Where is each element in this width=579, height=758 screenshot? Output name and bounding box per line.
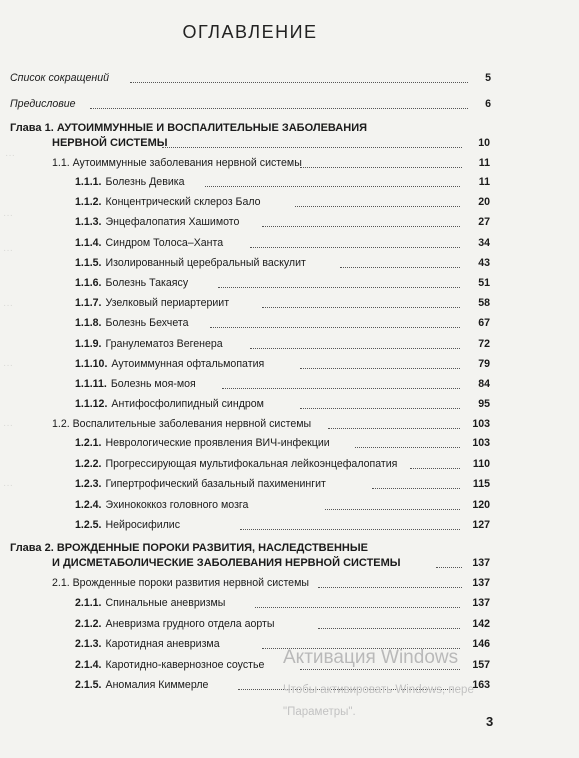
toc-entry-number: 1.1.3. (75, 216, 102, 229)
toc-subsection-entry[interactable] (75, 659, 264, 672)
dot-leader (262, 226, 460, 227)
toc-entry-title: Синдром Толоса–Ханта (105, 236, 224, 249)
toc-entry-title: Список сокращений (10, 72, 110, 84)
dot-leader (250, 247, 460, 248)
toc-page-number: 146 (472, 638, 490, 650)
toc-entry-title: Узелковый периартериит (105, 297, 230, 310)
dot-leader (410, 468, 460, 469)
toc-page-number: 163 (472, 679, 490, 691)
dot-leader (162, 147, 462, 148)
toc-entry-title: Неврологические проявления ВИЧ-инфекции (105, 437, 330, 449)
toc-page-number: 137 (472, 577, 490, 589)
toc-page-number: 137 (472, 557, 490, 569)
toc-chapter-2[interactable] (10, 542, 368, 555)
dot-leader (300, 408, 460, 409)
toc-subsection-entry[interactable] (75, 317, 189, 330)
toc-subsection-entry[interactable] (75, 297, 229, 310)
toc-entry-number: 1.1.8. (75, 317, 102, 330)
toc-subsection-entry[interactable] (75, 358, 264, 371)
dot-leader (372, 488, 460, 489)
toc-chapter-1[interactable] (10, 122, 367, 135)
toc-entry-number: 2.1.5. (75, 679, 102, 691)
toc-entry-title: Гранулематоз Вегенера (105, 337, 223, 350)
windows-activation-hint (283, 679, 474, 723)
toc-chapter-2-line2 (52, 557, 401, 570)
dot-leader (250, 348, 460, 349)
toc-subsection-entry[interactable] (75, 437, 330, 450)
toc-entry-title: Изолированный церебральный васкулит (105, 256, 306, 269)
toc-entry-title: 1.2. Воспалительные заболевания нервной системы (52, 418, 312, 430)
toc-entry-number: 1.1.10. (75, 357, 108, 370)
dot-leader (218, 287, 460, 288)
toc-entry-title: Аутоиммунная офтальмопатия (111, 357, 265, 370)
toc-page-number: 103 (472, 418, 490, 430)
toc-entry-title: Гипертрофический базальный пахименингит (105, 478, 326, 490)
chapter-title-line2: И ДИСМЕТАБОЛИЧЕСКИЕ ЗАБОЛЕВАНИЯ НЕРВНОЙ СИСТЕМЫ (52, 557, 401, 569)
toc-entry-title: Антифосфолипидный синдром (111, 398, 264, 411)
toc-entry-number: 2.1.4. (75, 658, 102, 671)
toc-page-number: 67 (478, 317, 490, 330)
toc-entry-title: Спинальные аневризмы (105, 597, 226, 609)
chapter-title-line1: Глава 1. АУТОИММУННЫЕ И ВОСПАЛИТЕЛЬНЫЕ ЗАБОЛЕВАНИЯ (10, 122, 368, 134)
toc-page-number: 20 (478, 196, 490, 209)
toc-entry-title: Предисловие (10, 98, 76, 110)
toc-subsection-entry[interactable] (75, 679, 208, 692)
dot-leader (262, 307, 460, 308)
toc-subsection-entry[interactable] (75, 597, 225, 610)
toc-entry-number: 1.1.1. (75, 176, 102, 188)
toc-subsection-entry[interactable] (75, 196, 261, 209)
toc-subsection-entry[interactable] (75, 277, 188, 290)
dot-leader (205, 186, 460, 187)
toc-entry-number: 1.2.5. (75, 519, 102, 531)
toc-page-number: 11 (478, 157, 490, 169)
toc-entry-title: Болезнь Бехчета (105, 317, 189, 330)
chapter-title-line2: НЕРВНОЙ СИСТЕМЫ (52, 137, 168, 149)
toc-subsection-entry[interactable] (75, 216, 239, 229)
toc-entry-number: 1.1.4. (75, 236, 102, 249)
toc-entry-title: Болезнь моя-моя (110, 378, 196, 390)
toc-page-number: 27 (478, 216, 490, 229)
toc-entry-number: 1.2.2. (75, 457, 102, 470)
toc-subsection-entry[interactable] (75, 378, 196, 391)
toc-subsection-entry[interactable] (75, 338, 223, 351)
toc-page-number: 142 (472, 617, 490, 630)
page-number: 3 (486, 714, 494, 729)
toc-subsection-entry[interactable] (75, 458, 397, 471)
dot-leader (328, 428, 460, 429)
dot-leader (90, 108, 468, 109)
dot-leader (222, 388, 460, 389)
toc-section-1-1[interactable] (52, 157, 302, 170)
toc-section-1-2[interactable] (52, 418, 311, 431)
toc-entry-title: Каротидно-кавернозное соустье (105, 658, 265, 671)
dot-leader (300, 167, 462, 168)
dot-leader (340, 267, 460, 268)
toc-subsection-entry[interactable] (75, 237, 223, 250)
toc-page-number: 58 (478, 297, 490, 310)
toc-page-number: 95 (478, 398, 490, 411)
dot-leader (325, 509, 460, 510)
toc-entry-preface[interactable] (10, 98, 76, 111)
show-through-text: ··· ··· ··· ··· ··· ··· ··· (3, 150, 15, 491)
dot-leader (295, 206, 460, 207)
toc-entry-number: 1.1.11. (75, 378, 107, 390)
toc-entry-title: 1.1. Аутоиммунные заболевания нервной системы (52, 157, 302, 169)
dot-leader (436, 567, 462, 568)
page-title: ОГЛАВЛЕНИЕ (182, 22, 318, 42)
toc-subsection-entry[interactable] (75, 638, 220, 651)
toc-entry-number: 1.1.2. (75, 196, 102, 209)
chapter-title-line1: Глава 2. ВРОЖДЕННЫЕ ПОРОКИ РАЗВИТИЯ, НАСЛЕДСТВЕННЫЕ (10, 542, 368, 554)
toc-section-2-1[interactable] (52, 577, 309, 590)
toc-entry-title: Прогрессирующая мультифокальная лейкоэнцефалопатия (105, 457, 398, 470)
toc-subsection-entry[interactable] (75, 478, 326, 491)
dot-leader (210, 327, 460, 328)
toc-entry-number: 1.1.12. (75, 398, 108, 411)
toc-entry-number: 1.2.4. (75, 498, 102, 511)
toc-page-number: 43 (478, 256, 490, 269)
toc-subsection-entry[interactable] (75, 618, 275, 631)
toc-page-number: 79 (478, 357, 490, 370)
toc-entry-title: Аневризма грудного отдела аорты (105, 617, 275, 630)
toc-entry-number: 1.1.7. (75, 297, 102, 310)
toc-entry-title: Болезнь Такаясу (105, 277, 189, 289)
windows-activation-watermark: Активация Windows (283, 647, 459, 668)
toc-page-number: 137 (472, 597, 490, 609)
toc-page-number: 120 (472, 498, 490, 511)
toc-page-number: 103 (472, 437, 490, 449)
toc-subsection-entry[interactable] (75, 499, 248, 512)
dot-leader (355, 447, 460, 448)
toc-page-number: 115 (472, 478, 490, 490)
toc-page-number: 127 (472, 519, 490, 531)
toc-entry-title: Каротидная аневризма (105, 638, 220, 650)
toc-subsection-entry[interactable] (75, 519, 180, 532)
toc-subsection-entry[interactable] (75, 398, 264, 411)
toc-entry-title: Энцефалопатия Хашимото (105, 216, 240, 229)
toc-entry-title: Аномалия Киммерле (105, 679, 209, 691)
toc-entry-title: Нейросифилис (105, 519, 181, 531)
watermark-hint-line2: "Параметры". (283, 706, 356, 718)
toc-entry-number: 1.1.6. (75, 277, 102, 289)
toc-entry-number: 1.2.1. (75, 437, 102, 449)
dot-leader (255, 607, 460, 608)
toc-entry-title: Болезнь Девика (105, 176, 185, 188)
toc-page-number: 5 (485, 72, 491, 84)
toc-chapter-1-line2 (52, 137, 168, 150)
toc-subsection-entry[interactable] (75, 176, 185, 189)
toc-entry-title: Концентрический склероз Бало (105, 196, 261, 209)
toc-entry-number: 1.2.3. (75, 478, 102, 490)
dot-leader (318, 587, 462, 588)
toc-page-number: 34 (478, 236, 490, 249)
toc-page-number: 51 (478, 277, 490, 289)
dot-leader (240, 529, 460, 530)
toc-page-number: 6 (485, 98, 491, 110)
dot-leader (300, 368, 460, 369)
dot-leader (130, 82, 468, 83)
toc-entry-number: 2.1.3. (75, 638, 102, 650)
toc-page-number: 10 (478, 137, 490, 149)
toc-page-number: 72 (478, 337, 490, 350)
toc-entry-number: 1.1.9. (75, 337, 102, 350)
toc-entry-number: 2.1.1. (75, 597, 102, 609)
watermark-hint-line1: Чтобы активировать Windows, пере (283, 684, 474, 696)
toc-entry-number: 2.1.2. (75, 617, 102, 630)
toc-subsection-entry[interactable] (75, 257, 306, 270)
toc-page-number: 110 (472, 457, 490, 470)
toc-page-number: 157 (472, 658, 490, 671)
toc-entry-title: Эхинококкоз головного мозга (105, 498, 249, 511)
dot-leader (318, 628, 460, 629)
toc-entry-abbreviations[interactable] (10, 72, 109, 85)
toc-entry-number: 1.1.5. (75, 256, 102, 269)
toc-page-number: 84 (478, 378, 490, 390)
toc-entry-title: 2.1. Врожденные пороки развития нервной системы (52, 577, 309, 589)
toc-page-number: 11 (478, 176, 490, 188)
